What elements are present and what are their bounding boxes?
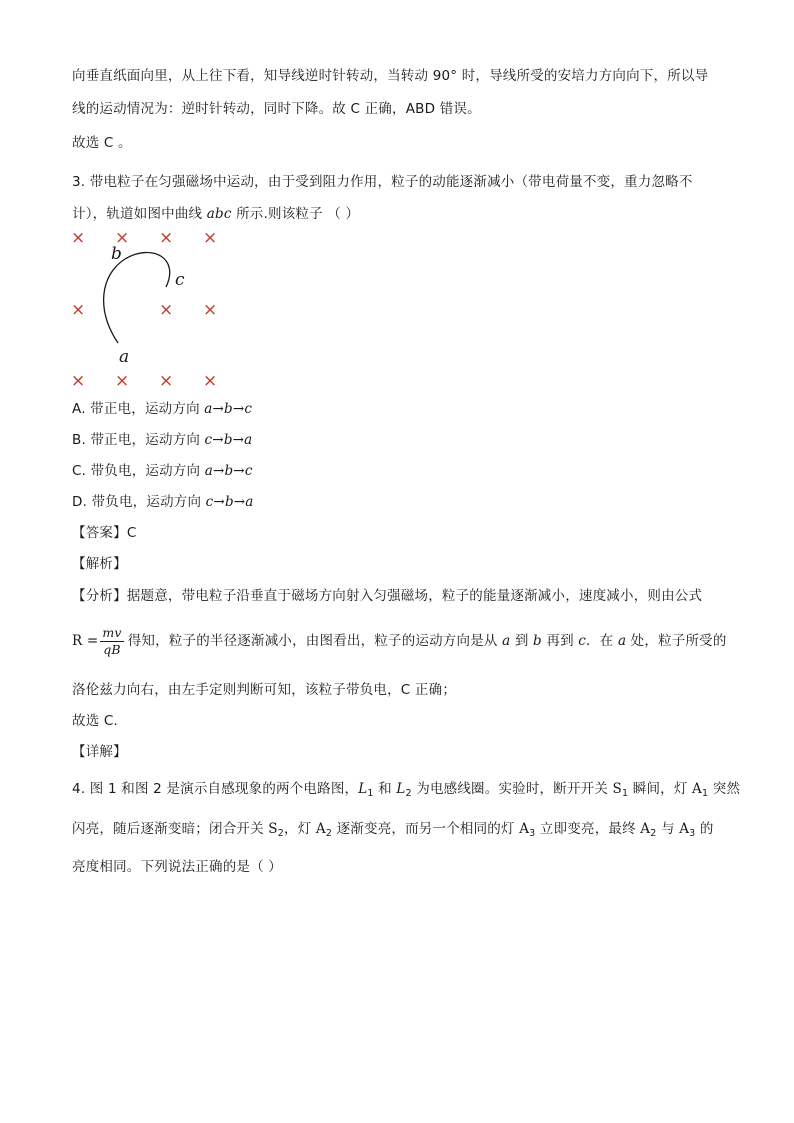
point-c-label: c (175, 270, 185, 290)
question-4-stem-line-1: 4. 图 1 和图 2 是演示自感现象的两个电路图，$L_1$ 和 $L_2$ 为电感线圈。实验时，断开开关 $S_1$ 瞬间，灯 $A_1$ 突然 (72, 781, 741, 799)
detail-tag: 【详解】 (72, 744, 127, 760)
choose-line: 故选 C 。 (72, 135, 132, 151)
field-cross-icon: × (159, 300, 174, 320)
curve-name: abc (206, 206, 232, 222)
trajectory-curve (0, 0, 300, 400)
paragraph-line: 向垂直纸面向里，从上往下看，知导线逆时针转动，当转动 90° 时，导线所受的安培力方向向下，所以导 (72, 68, 709, 84)
option-c: C. 带负电，运动方向 a→b→c (72, 463, 253, 479)
formula-fraction: $\frac{mv}{qB}$ (102, 624, 122, 657)
point-b-label: b (111, 244, 122, 264)
field-cross-icon: × (115, 371, 130, 391)
field-cross-icon: × (71, 228, 86, 248)
field-cross-icon: × (203, 300, 218, 320)
question-3-stem-cont: 计），轨道如图中曲线 abc 所示.则该粒子 （ ） (72, 206, 360, 222)
analysis-line-2: R = $\frac{mv}{qB}$ 得知，粒子的半径逐渐减小，由图看出，粒子的运动方向是从 a 到 b 再到 c．在 a 处，粒子所受的 (72, 624, 727, 657)
choose-line: 故选 C． (72, 713, 128, 729)
option-d: D. 带负电，运动方向 c→b→a (72, 494, 254, 510)
analysis-line-3: 洛伦兹力向右，由左手定则判断可知，该粒子带负电，C 正确； (72, 682, 457, 698)
option-b: B. 带正电，运动方向 c→b→a (72, 432, 253, 448)
question-3-stem: 3. 带电粒子在匀强磁场中运动，由于受到阻力作用，粒子的动能逐渐减小（带电荷量不变，重力忽略不 (72, 174, 693, 190)
point-a-label: a (119, 347, 130, 367)
field-cross-icon: × (159, 371, 174, 391)
field-cross-icon: × (71, 300, 86, 320)
field-cross-icon: × (203, 228, 218, 248)
field-cross-icon: × (203, 371, 218, 391)
answer-value: C (126, 525, 137, 541)
paragraph-line: 线的运动情况为：逆时针转动，同时下降。故 C 正确，ABD 错误。 (72, 101, 481, 117)
magnetic-field-figure (0, 0, 794, 400)
answer-tag: 【答案】 (72, 525, 127, 541)
analysis-tag: 【解析】 (72, 556, 127, 572)
question-4-stem-line-2: 闪亮，随后逐渐变暗；闭合开关 $S_2$，灯 $A_2$ 逐渐变亮，而另一个相同的灯 $A_3$ 立即变亮，最终 $A_2$ 与 $A_3$ 的 (72, 821, 714, 839)
formula-lhs: R = (72, 633, 99, 649)
field-cross-icon: × (71, 371, 86, 391)
question-4-stem-line-3: 亮度相同。下列说法正确的是（ ） (72, 859, 282, 875)
option-a: A. 带正电，运动方向 a→b→c (72, 401, 253, 417)
field-cross-icon: × (159, 228, 174, 248)
answer-line (72, 523, 136, 543)
field-cross-icon: × (115, 228, 130, 248)
analysis-line-1: 【分析】据题意，带电粒子沿垂直于磁场方向射入匀强磁场，粒子的能量逐渐减小，速度减小，则由公式 (72, 588, 703, 604)
